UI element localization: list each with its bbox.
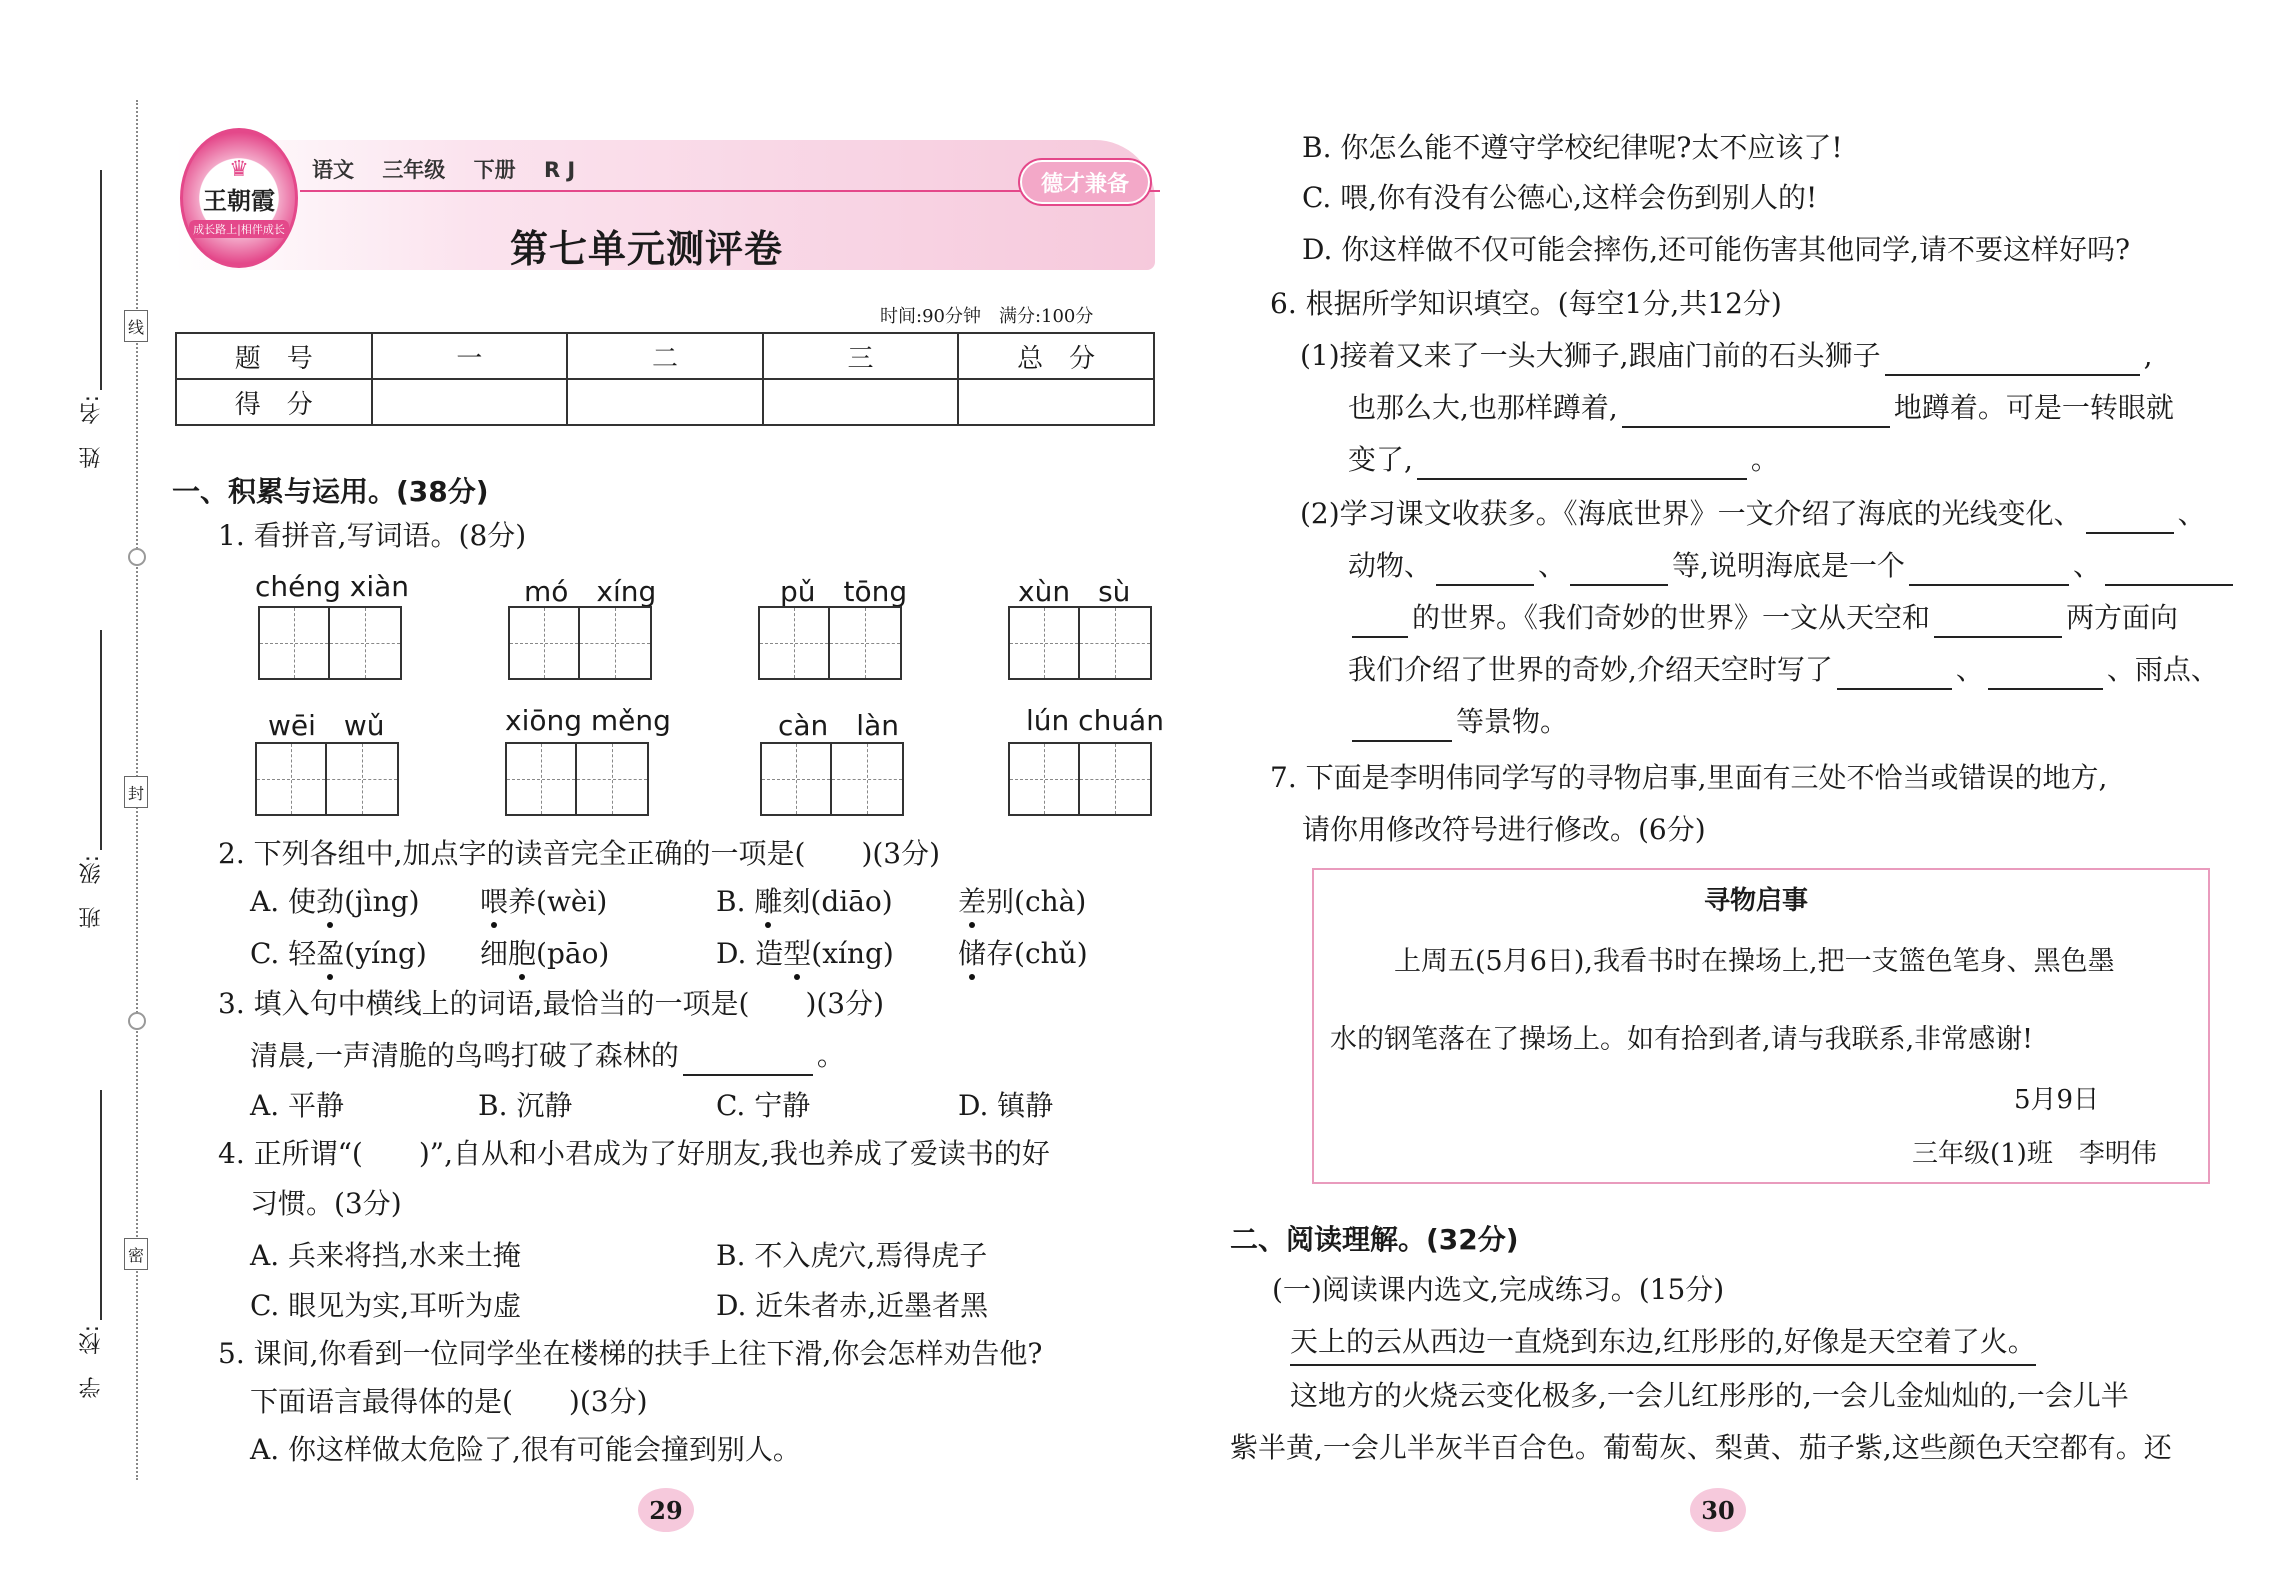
writing-grid[interactable] (258, 606, 402, 680)
score-input-cell[interactable] (372, 379, 568, 425)
q3-text: 3. 填入句中横线上的词语,最恰当的一项是( )(3分) (218, 987, 885, 1020)
q2-option-c2: 细胞(pāo) (480, 937, 610, 970)
grid-cell[interactable] (330, 608, 400, 678)
q6-s1-line2: 也那么大,也那样蹲着, 地蹲着。可是一转眼就 (1348, 388, 2174, 428)
pinyin-label: xiōng měng (505, 704, 671, 737)
score-cell: 二 (567, 333, 763, 379)
grid-cell[interactable] (830, 608, 900, 678)
logo-slogan: 成长路上|相伴成长 (189, 220, 289, 238)
q5-option-c[interactable]: C. 喂,你有没有公德心,这样会伤到别人的! (1302, 181, 1818, 214)
pinyin-label: mó xíng (524, 575, 657, 608)
q5-text: 5. 课间,你看到一位同学坐在楼梯的扶手上往下滑,你会怎样劝告他? (218, 1337, 1043, 1370)
part2-heading: 二、阅读理解。(32分) (1230, 1223, 1519, 1256)
answer-blank[interactable] (1934, 608, 2062, 638)
q2-option-b[interactable]: B. 雕刻(diāo) (716, 885, 893, 918)
school-underline[interactable] (100, 1090, 102, 1320)
grid-cell[interactable] (257, 744, 327, 814)
pinyin-label: xùn sù (1018, 575, 1131, 608)
score-cell: 三 (763, 333, 959, 379)
score-table-score-row (176, 379, 1154, 425)
passage-line-3: 紫半黄,一会儿半灰半百合色。葡萄灰、梨黄、茄子紫,这些颜色天空都有。还 (1230, 1431, 2172, 1464)
q6-text: 6. 根据所学知识填空。(每空1分,共12分) (1270, 287, 1782, 320)
grid-cell[interactable] (260, 608, 330, 678)
grid-cell[interactable] (1080, 744, 1150, 814)
q4-option-a[interactable]: A. 兵来将挡,水来土掩 (250, 1239, 521, 1272)
time-info: 时间:90分钟 满分:100分 (880, 306, 1094, 327)
notice-paragraph-2: 水的钢笔落在了操场上。如有拾到者,请与我联系,非常感谢! (1330, 1024, 2034, 1055)
q2-option-c[interactable]: C. 轻盈(yíng) (250, 937, 427, 970)
q4-option-d[interactable]: D. 近朱者赤,近墨者黑 (716, 1289, 989, 1322)
name-label: 姓 名: (79, 395, 104, 469)
seal-mark-xian: 线 (124, 310, 148, 342)
score-cell: 得 分 (176, 379, 372, 425)
passage-line-2: 这地方的火烧云变化极多,一会儿红彤彤的,一会儿金灿灿的,一会儿半 (1290, 1379, 2129, 1412)
q5-text-cont: 下面语言最得体的是( )(3分) (250, 1385, 648, 1418)
q3-option-b[interactable]: B. 沉静 (478, 1089, 573, 1122)
q4-option-b[interactable]: B. 不入虎穴,焉得虎子 (716, 1239, 988, 1272)
q2-text: 2. 下列各组中,加点字的读音完全正确的一项是( )(3分) (218, 837, 941, 870)
q7-text: 7. 下面是李明伟同学写的寻物启事,里面有三处不恰当或错误的地方, (1270, 761, 2108, 794)
passage-line-1: 天上的云从西边一直烧到东边,红彤彤的,好像是天空着了火。 (1290, 1322, 2036, 1366)
q3-option-c[interactable]: C. 宁静 (716, 1089, 811, 1122)
q3-option-a[interactable]: A. 平静 (250, 1089, 345, 1122)
name-underline[interactable] (100, 170, 102, 390)
writing-grid[interactable] (255, 742, 399, 816)
seal-mark-mi: 密 (124, 1238, 148, 1270)
q3-option-d[interactable]: D. 镇静 (958, 1089, 1054, 1122)
subject-label: 语文 (312, 158, 354, 182)
q4-text-cont: 习惯。(3分) (250, 1187, 402, 1220)
answer-blank[interactable] (1417, 450, 1747, 480)
grid-cell[interactable] (832, 744, 902, 814)
answer-blank[interactable] (1436, 556, 1534, 586)
score-cell: 总 分 (958, 333, 1154, 379)
pinyin-label: wēi wǔ (268, 709, 385, 742)
q2-option-a2: 喂养(wèi) (480, 885, 608, 918)
grid-cell[interactable] (507, 744, 577, 814)
q5-option-d[interactable]: D. 你这样做不仅可能会摔伤,还可能伤害其他同学,请不要这样好吗? (1302, 233, 2131, 266)
notice-paragraph-1: 上周五(5月6日),我看书时在操场上,把一支篮色笔身、黑色墨 (1394, 946, 2115, 977)
publisher-logo (180, 128, 298, 268)
school-label: 学 校: (79, 1325, 104, 1399)
writing-grid[interactable] (758, 606, 902, 680)
grid-cell[interactable] (580, 608, 650, 678)
q6-s2-line2: 动物、 、 等,说明海底是一个 、 (1348, 546, 2237, 586)
q4-option-c[interactable]: C. 眼见为实,耳听为虚 (250, 1289, 522, 1322)
grid-cell[interactable] (1010, 744, 1080, 814)
grid-cell[interactable] (762, 744, 832, 814)
grid-cell[interactable] (1080, 608, 1150, 678)
q5-option-a[interactable]: A. 你这样做太危险了,很有可能会撞到别人。 (250, 1433, 801, 1466)
notice-signature: 三年级(1)班 李明伟 (1912, 1139, 2157, 1169)
notice-date: 5月9日 (2014, 1085, 2100, 1115)
q2-option-a[interactable]: A. 使劲(jìng) (250, 885, 420, 918)
q3-sentence: 清晨,一声清脆的鸟鸣打破了森林的 。 (250, 1036, 845, 1076)
q6-s2-line4: 我们介绍了世界的奇妙,介绍天空时写了 、 、雨点、 (1348, 650, 2219, 690)
answer-blank[interactable] (1352, 608, 1408, 638)
grid-cell[interactable] (760, 608, 830, 678)
q6-s1-line1: (1)接着又来了一头大狮子,跟庙门前的石头狮子 , (1300, 336, 2152, 376)
score-table-header-row (176, 333, 1154, 379)
answer-blank[interactable] (1570, 556, 1668, 586)
pinyin-label: càn làn (778, 709, 899, 742)
crown-icon: ♛ (229, 156, 249, 182)
notice-title: 寻物启事 (1704, 886, 1809, 916)
score-cell: 题 号 (176, 333, 372, 379)
writing-grid[interactable] (1008, 742, 1152, 816)
page-number-left: 29 (638, 1488, 694, 1532)
q7-text-cont: 请你用修改符号进行修改。(6分) (1302, 813, 1706, 846)
header-meta (312, 154, 575, 184)
writing-grid[interactable] (1008, 606, 1152, 680)
grid-cell[interactable] (577, 744, 647, 814)
q6-s2-line1: (2)学习课文收获多。《海底世界》一文介绍了海底的光线变化、 、 (1300, 494, 2206, 534)
logo-text: 王朝霞 (203, 185, 275, 215)
answer-blank[interactable] (2086, 504, 2174, 534)
grade-label: 三年级 (382, 158, 446, 182)
answer-blank[interactable] (1885, 346, 2140, 376)
q6-s2-line5: 等景物。 (1348, 702, 1568, 742)
q4-text: 4. 正所谓“( )”,自从和小君成为了好朋友,我也养成了爱读书的好 (218, 1137, 1050, 1170)
writing-grid[interactable] (508, 606, 652, 680)
score-input-cell[interactable] (763, 379, 959, 425)
seal-mark-feng: 封 (124, 776, 148, 808)
grid-cell[interactable] (1010, 608, 1080, 678)
class-label: 班 级: (79, 855, 104, 929)
binding-ring-2 (128, 1012, 146, 1030)
answer-blank[interactable] (683, 1046, 813, 1076)
score-input-cell[interactable] (567, 379, 763, 425)
q2-option-b2: 差别(chà) (958, 885, 1087, 918)
q5-option-b[interactable]: B. 你怎么能不遵守学校纪律呢?太不应该了! (1302, 131, 1843, 164)
grid-cell[interactable] (327, 744, 397, 814)
binding-ring-1 (128, 548, 146, 566)
pinyin-label: lún chuán (1026, 704, 1164, 737)
term-label: 下册 (473, 158, 516, 182)
page-title: 第七单元测评卷 (510, 227, 784, 271)
part1-heading: 一、积累与运用。(38分) (172, 475, 489, 508)
answer-blank[interactable] (1352, 712, 1452, 742)
pinyin-label: pǔ tōng (780, 575, 908, 608)
score-input-cell[interactable] (958, 379, 1154, 425)
answer-blank[interactable] (1837, 660, 1952, 690)
q1-text: 1. 看拼音,写词语。(8分) (218, 519, 527, 552)
badge-cloud: 德才兼备 (1020, 160, 1150, 204)
grid-cell[interactable] (510, 608, 580, 678)
part2-sub1: (一)阅读课内选文,完成练习。(15分) (1272, 1273, 1725, 1306)
answer-blank[interactable] (1988, 660, 2103, 690)
q6-s1-line3: 变了, 。 (1348, 440, 1779, 480)
score-cell: 一 (372, 333, 568, 379)
edition-label: R J (543, 158, 576, 182)
writing-grid[interactable] (760, 742, 904, 816)
answer-blank[interactable] (1622, 398, 1890, 428)
page-number-right: 30 (1690, 1488, 1746, 1532)
q2-option-d2: 储存(chǔ) (958, 937, 1088, 970)
class-underline[interactable] (100, 630, 102, 850)
writing-grid[interactable] (505, 742, 649, 816)
q2-option-d[interactable]: D. 造型(xíng) (716, 937, 894, 970)
answer-blank[interactable] (2105, 556, 2233, 586)
pinyin-label: chéng xiàn (255, 570, 410, 603)
q6-s2-line3: 的世界。《我们奇妙的世界》一文从天空和 两方面向 (1348, 598, 2178, 638)
lost-notice-box[interactable] (1312, 868, 2210, 1184)
score-table (175, 332, 1155, 426)
answer-blank[interactable] (1909, 556, 2069, 586)
